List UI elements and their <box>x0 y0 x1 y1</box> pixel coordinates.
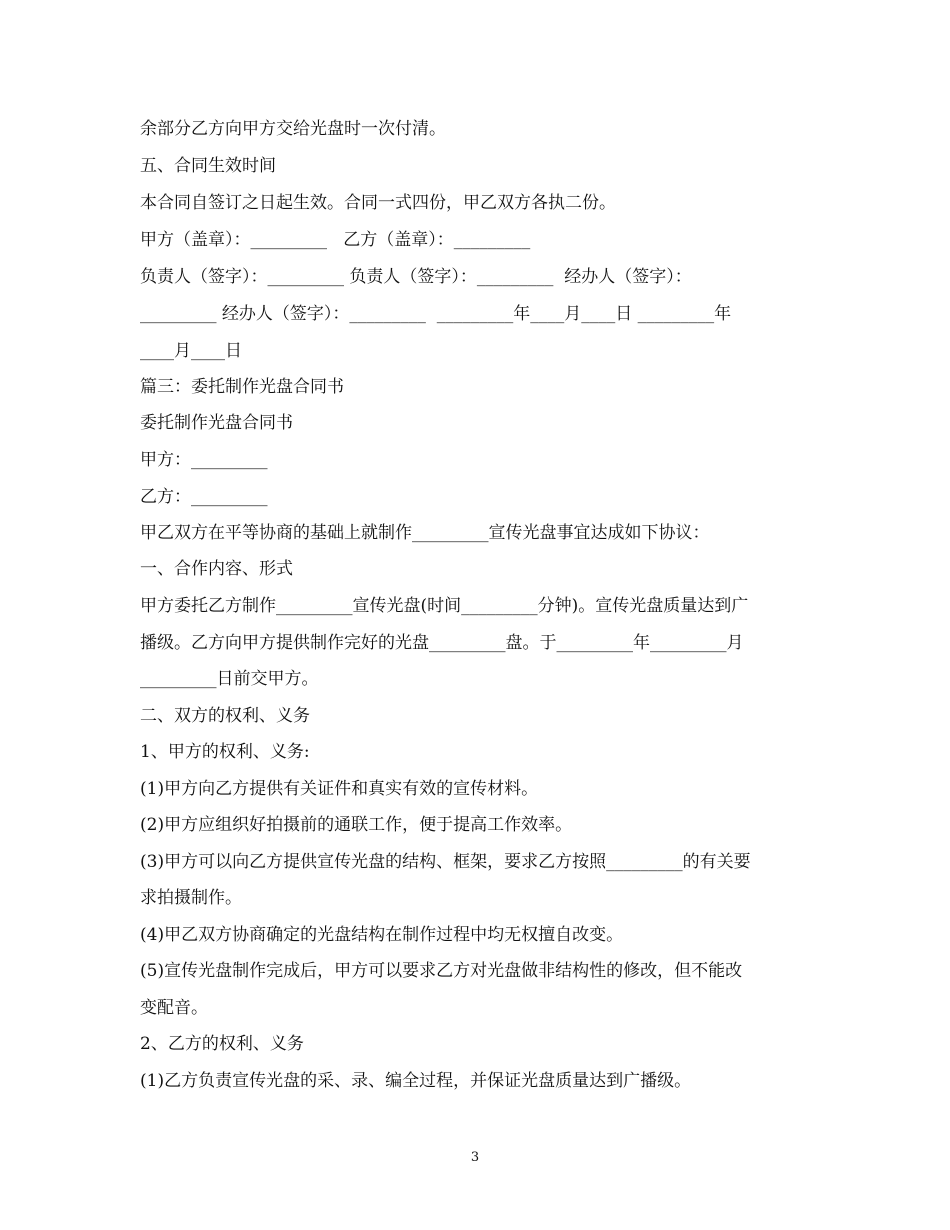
date-line: ____月____日 <box>140 341 242 361</box>
text-line: 变配音。 <box>140 998 208 1018</box>
page-number: 3 <box>470 1150 480 1165</box>
chapter-heading: 篇三：委托制作光盘合同书 <box>140 377 344 397</box>
list-item: (4)甲乙双方协商确定的光盘结构在制作过程中均无权擅自改变。 <box>140 925 624 945</box>
contract-title: 委托制作光盘合同书 <box>140 413 293 433</box>
signature-line: 甲方（盖章）：_________ 乙方（盖章）：_________ <box>140 230 531 250</box>
list-item: (3)甲方可以向乙方提供宣传光盘的结构、框架，要求乙方按照_________的有关要 <box>140 852 751 872</box>
list-item: (1)乙方负责宣传光盘的采、录、编全过程，并保证光盘质量达到广播级。 <box>140 1071 692 1091</box>
signature-line: _________ 经办人（签字）：_________ _________年____月____日 _________年 <box>140 304 732 324</box>
party-a-line: 甲方：_________ <box>140 450 268 470</box>
text-line: 甲乙双方在平等协商的基础上就制作_________宣传光盘事宜达成如下协议： <box>140 523 710 543</box>
section-heading: 二、双方的权利、义务 <box>140 706 310 726</box>
text-line: 余部分乙方向甲方交给光盘时一次付清。 <box>140 119 446 139</box>
subsection-heading: 1、甲方的权利、义务: <box>140 742 310 762</box>
text-line: _________日前交甲方。 <box>140 669 319 689</box>
subsection-heading: 2、乙方的权利、义务 <box>140 1034 304 1054</box>
signature-line: 负责人（签字）：_________ 负责人（签字）：_________ 经办人（签字）： <box>140 267 692 287</box>
list-item: (5)宣传光盘制作完成后，甲方可以要求乙方对光盘做非结构性的修改，但不能改 <box>140 961 743 981</box>
section-heading: 五、合同生效时间 <box>140 156 276 176</box>
list-item: (2)甲方应组织好拍摄前的通联工作，便于提高工作效率。 <box>140 815 573 835</box>
text-line: 甲方委托乙方制作_________宣传光盘(时间_________分钟)。宣传光盘质量达到广 <box>140 596 749 616</box>
text-line: 本合同自签订之日起生效。合同一式四份，甲乙双方各执二份。 <box>140 193 616 213</box>
list-item: (1)甲方向乙方提供有关证件和真实有效的宣传材料。 <box>140 779 539 799</box>
party-b-line: 乙方：_________ <box>140 487 268 507</box>
text-line: 播级。乙方向甲方提供制作完好的光盘_________盘。于_________年_________月 <box>140 633 744 653</box>
text-line: 求拍摄制作。 <box>140 888 242 908</box>
section-heading: 一、合作内容、形式 <box>140 559 293 579</box>
